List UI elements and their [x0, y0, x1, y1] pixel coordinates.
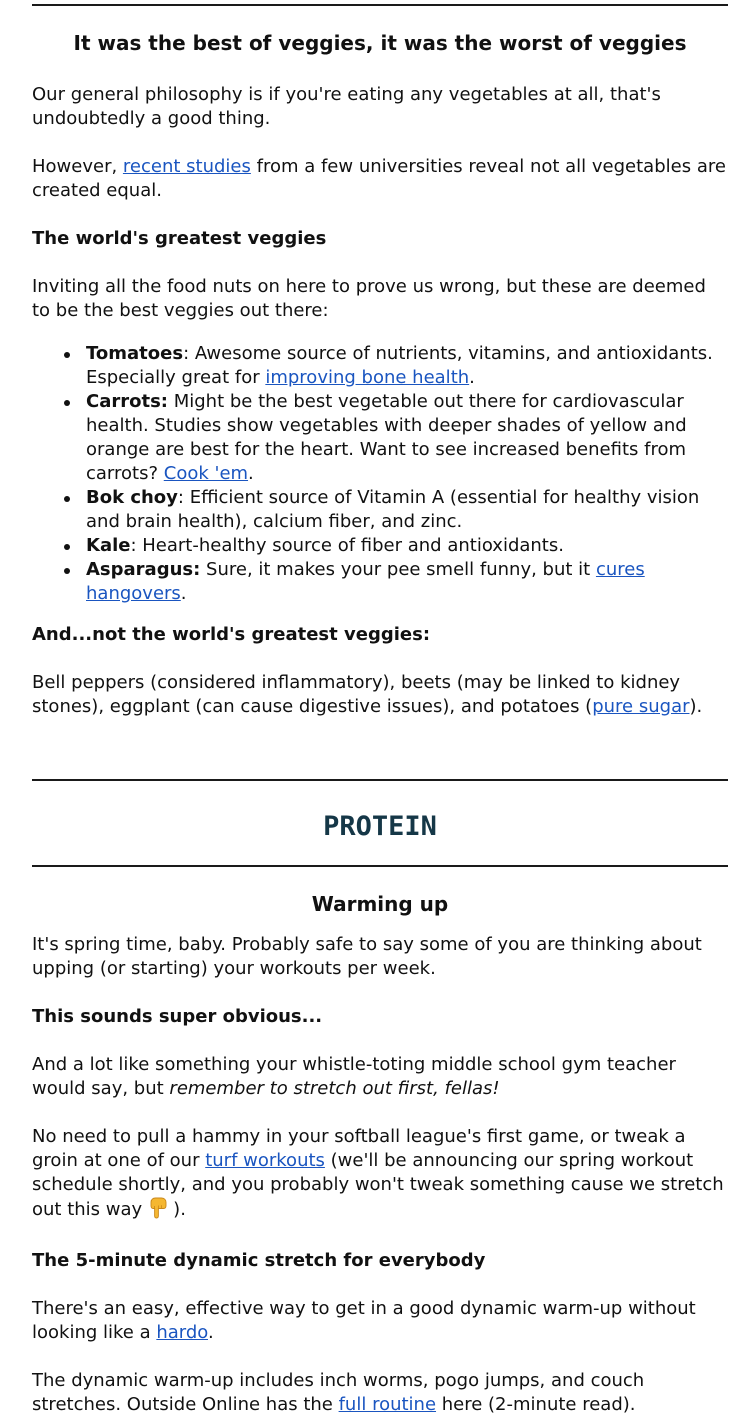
recent-studies-link[interactable]: recent studies — [122, 156, 251, 177]
greatest-intro: Inviting all the food nuts on here to prove us wrong, but these are deemed to be the best veggies out there: — [32, 276, 706, 321]
studies-text-before: However, — [32, 156, 123, 177]
worst-heading: And...not the world's greatest veggies: — [32, 624, 431, 645]
protein-section-title: PROTEIN — [323, 811, 437, 842]
veggies-title: It was the best of veggies, it was the worst of veggies — [73, 31, 687, 55]
list-item-asparagus — [86, 558, 728, 606]
studies-paragraph — [32, 155, 728, 203]
item-text-after: . — [248, 463, 254, 484]
turf-workouts-link[interactable]: turf workouts — [205, 1150, 325, 1171]
gym-text-before: And a lot like something your whistle-toting middle school gym teacher would say, but — [32, 1054, 676, 1099]
protein-bottom-divider — [32, 865, 728, 867]
cook-em-link[interactable]: Cook 'em — [163, 463, 249, 484]
stretch-heading: The 5-minute dynamic stretch for everybody — [32, 1250, 486, 1271]
greatest-heading: The world's greatest veggies — [32, 228, 327, 249]
hammy-text-before: No need to pull a hammy in your softball league's first game, or tweak a groin at one of our — [32, 1126, 686, 1171]
greatest-veggies-list — [32, 342, 728, 606]
protein-intro: It's spring time, baby. Probably safe to say some of you are thinking about upping (or starting) your workouts per week. — [32, 934, 702, 979]
routine-text-before: The dynamic warm-up includes inch worms, pogo jumps, and couch stretches. Outside Online has the — [32, 1370, 645, 1415]
item-text: Sure, it makes your pee smell funny, but it — [200, 559, 596, 580]
pure-sugar-link[interactable]: pure sugar — [592, 696, 690, 717]
worst-text-after: ). — [689, 696, 703, 717]
item-text: : Awesome source of nutrients, vitamins, and antioxidants. Especially great for — [86, 343, 713, 388]
routine-text-after: here (2-minute read). — [436, 1394, 636, 1415]
item-text-after: . — [469, 367, 475, 388]
worst-paragraph — [32, 671, 728, 719]
hardo-link[interactable]: hardo — [156, 1322, 208, 1343]
hammy-text-after: (we'll be announcing our spring workout schedule shortly, and you probably won't tweak something cause we stretch out this way — [32, 1150, 724, 1220]
item-text: : Heart-healthy source of fiber and antioxidants. — [130, 535, 564, 556]
hammy-paragraph — [32, 1125, 728, 1222]
item-name: Bok choy — [86, 487, 178, 508]
list-item-kale — [86, 534, 728, 558]
item-text: Might be the best vegetable out there for cardiovascular health. Studies show vegetables with deeper shades of yellow and orange are best for the heart. Want to see increased benefits from carrots? — [86, 391, 687, 484]
cures-hangovers-link[interactable]: cures hangovers — [86, 559, 645, 604]
pointing-down-hand-icon — [148, 1197, 170, 1219]
protein-top-divider — [32, 779, 728, 781]
item-name: Kale — [86, 535, 131, 556]
routine-paragraph — [32, 1369, 728, 1417]
top-divider — [32, 4, 728, 6]
full-routine-link[interactable]: full routine — [338, 1394, 437, 1415]
worst-text-before: Bell peppers (considered inflammatory), beets (may be linked to kidney stones), eggplant (can cause digestive issues), and potatoes ( — [32, 672, 681, 717]
item-text: : Efficient source of Vitamin A (essential for healthy vision and brain health), calcium fiber, and zinc. — [86, 487, 700, 532]
item-text-after: . — [180, 583, 187, 604]
list-item-bok-choy — [86, 486, 728, 534]
veggies-intro: Our general philosophy is if you're eating any vegetables at all, that's undoubtedly a good thing. — [32, 84, 661, 129]
list-item-tomatoes — [86, 342, 728, 390]
easy-text-before: There's an easy, effective way to get in a good dynamic warm-up without looking like a — [32, 1298, 696, 1343]
bone-health-link[interactable]: improving bone health — [265, 367, 470, 388]
easy-paragraph — [32, 1297, 728, 1345]
gym-emphasis: remember to stretch out first, fellas! — [169, 1078, 500, 1099]
item-name: Tomatoes — [86, 343, 184, 364]
warming-up-title: Warming up — [311, 892, 449, 916]
obvious-heading: This sounds super obvious... — [32, 1006, 323, 1027]
item-name: Carrots: — [86, 391, 168, 412]
item-name: Asparagus: — [86, 559, 201, 580]
gym-paragraph — [32, 1053, 728, 1101]
list-item-carrots — [86, 390, 728, 486]
studies-text-after: from a few universities reveal not all vegetables are created equal. — [32, 156, 726, 201]
hammy-text-end: ). — [173, 1199, 186, 1220]
easy-text-after: . — [208, 1322, 214, 1343]
